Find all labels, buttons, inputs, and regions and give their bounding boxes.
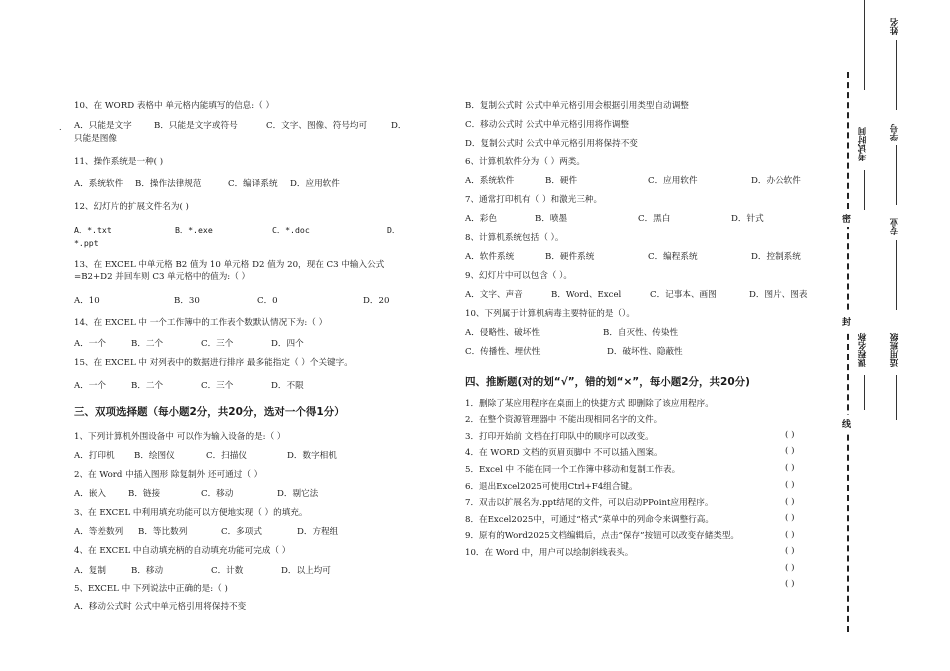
double-choice-3: 3、在 EXCEL 中利用填充功能可以方便地实现（ ）的填充。 (74, 508, 308, 518)
option-d: D．控制系统 (751, 252, 801, 262)
answer-blank[interactable]: ( ) (785, 546, 795, 556)
option-d: D．不限 (271, 381, 304, 391)
answer-blank[interactable]: ( ) (785, 446, 795, 456)
option-c: C．记事本、画图 (650, 290, 717, 300)
option-c: C．编译系统 (228, 179, 278, 189)
judgment-4: 4．在 WORD 文档的页眉页脚中 不可以插入图案。 (465, 448, 663, 458)
option-d: D． (391, 121, 407, 131)
answer-blank[interactable]: ( ) (785, 463, 795, 473)
double-choice-5: 5、EXCEL 中 下列说法中正确的是:（ ) (74, 584, 228, 594)
option-d: D．应用软件 (290, 179, 340, 189)
border-line (864, 0, 865, 90)
option-a: A．*.txt (74, 225, 112, 235)
question-15: 15、在 EXCEL 中 对列表中的数据进行排序 最多能指定（ ）个关键字。 (74, 358, 353, 368)
option-b: B．只能是文字或符号 (154, 121, 238, 131)
option-c: C．传播性、埋伏性 (465, 347, 541, 357)
double-choice-5-option-c: C．移动公式时 公式中单元格引用将作调整 (465, 120, 629, 130)
option-b: B．二个 (131, 381, 164, 391)
double-choice-5-option-a: A．移动公式时 公式中单元格引用将保持不变 (74, 602, 247, 612)
option-d: D．数字相机 (287, 451, 337, 461)
option-b: B．*.exe (175, 225, 213, 235)
option-a: A．系统软件 (465, 176, 515, 186)
section-4-heading: 四、推断题(对的划“√”，错的划“×”，每小题2分，共20分) (465, 376, 750, 388)
question-10: 10、在 WORD 表格中 单元格内能填写的信息:（ ） (74, 101, 275, 111)
option-a: A．复制 (74, 566, 106, 576)
double-choice-5-option-d: D．复制公式时 公式中单元格引用将保持不变 (465, 139, 638, 149)
option-b: B．硬件 (545, 176, 578, 186)
option-d: D．四个 (271, 339, 304, 349)
option-b: B．移动 (131, 566, 164, 576)
option-a: A．一个 (74, 381, 106, 391)
class-label: 适用班级 (890, 333, 900, 367)
option-a: A．等差数列 (74, 527, 124, 537)
option-a: A．软件系统 (465, 252, 515, 262)
double-choice-8: 8、计算机系统包括（ ）。 (465, 233, 564, 243)
option-b: B．等比数列 (138, 527, 188, 537)
judgment-3: 3．打印开始前 文档在打印队中的顺序可以改变。 (465, 432, 654, 442)
option-d: D．20 (363, 296, 390, 306)
option-a: A．一个 (74, 339, 106, 349)
option-b: B．链接 (128, 489, 161, 499)
question-13-line2: =B2+D2 并回车则 C3 单元格中的值为:（ ） (74, 272, 251, 282)
option-d: D．方程组 (297, 527, 339, 537)
answer-blank[interactable]: ( ) (785, 430, 795, 440)
option-c: C．三个 (201, 381, 234, 391)
answer-blank[interactable]: ( ) (785, 513, 795, 523)
option-c: C．多项式 (221, 527, 262, 537)
answer-blank[interactable]: ( ) (785, 579, 795, 589)
judgment-7: 7．双击以扩展名为.ppt结尾的文件，可以启动PPoint应用程序。 (465, 498, 714, 508)
question-12: 12、幻灯片的扩展文件名为( ) (74, 202, 189, 212)
double-choice-7: 7、通常打印机有（ ）和激光三种。 (465, 195, 603, 205)
option-a: A．彩色 (465, 214, 497, 224)
option-b: B．二个 (131, 339, 164, 349)
answer-blank[interactable]: ( ) (785, 497, 795, 507)
exam-time-label: 考试时间 (858, 127, 868, 161)
option-c: C．应用软件 (648, 176, 698, 186)
option-c: C．计数 (211, 566, 244, 576)
double-choice-4: 4、在 EXCEL 中自动填充柄的自动填充功能可完成（ ） (74, 546, 291, 556)
answer-blank[interactable]: ( ) (785, 480, 795, 490)
option-d: D． (387, 225, 401, 235)
option-c: C．编程系统 (648, 252, 698, 262)
double-choice-1: 1、下列计算机外围设备中 可以作为输入设备的是:（ ） (74, 432, 286, 442)
question-12-option-d-cont: *.ppt (74, 238, 99, 248)
option-c: C．0 (257, 296, 278, 306)
double-choice-9: 9、幻灯片中可以包含（ ）。 (465, 271, 573, 281)
option-c: C．三个 (201, 339, 234, 349)
option-a: A．只能是文字 (74, 121, 132, 131)
student-no-fill-line (896, 145, 897, 205)
option-b: B．绘图仪 (134, 451, 175, 461)
bullet-dot: . (59, 123, 62, 132)
option-b: B．操作法律规范 (135, 179, 202, 189)
name-fill-line (896, 40, 897, 110)
option-a: A．10 (74, 296, 100, 306)
judgment-2: 2．在整个资源管理器中 不能出现相同名字的文件。 (465, 415, 663, 425)
option-c: C．文字、图像、符号均可 (266, 121, 368, 131)
option-c: C．*.doc (272, 225, 310, 235)
question-10-option-d-cont: 只能是图像 (74, 134, 117, 144)
judgment-1: 1．删除了某应用程序在桌面上的快捷方式 即删除了该应用程序。 (465, 399, 714, 409)
option-b: B．硬件系统 (545, 252, 595, 262)
course-fill-line (864, 375, 865, 410)
judgment-8: 8．在Excel2025中，可通过“格式”菜单中的列命令来调整行高。 (465, 515, 714, 525)
answer-blank[interactable]: ( ) (785, 530, 795, 540)
option-b: B．自灭性、传染性 (603, 328, 679, 338)
question-13-line1: 13、在 EXCEL 中单元格 B2 值为 10 单元格 D2 值为 20，现在 C3 中输入公式 (74, 260, 385, 270)
course-label: 课程名称 (858, 333, 868, 367)
option-d: D．破坏性、隐蔽性 (607, 347, 683, 357)
exam-time-fill-line (864, 170, 865, 210)
option-b: B．Word、Excel (551, 290, 622, 300)
student-no-label: 学号 (890, 124, 900, 141)
option-b: B．喷墨 (535, 214, 568, 224)
option-a: A．打印机 (74, 451, 115, 461)
option-d: D．针式 (731, 214, 764, 224)
option-c: C．移动 (201, 489, 234, 499)
option-b: B．30 (174, 296, 200, 306)
question-11: 11、操作系统是一种( ) (74, 157, 164, 167)
judgment-10: 10．在 Word 中，用户可以绘制斜线表头。 (465, 548, 634, 558)
option-d: D．以上均可 (281, 566, 331, 576)
major-fill-line (896, 240, 897, 310)
answer-blank[interactable]: ( ) (785, 563, 795, 573)
name-label: 姓名 (890, 18, 900, 35)
class-fill-line (896, 375, 897, 420)
option-c: C．扫描仪 (206, 451, 247, 461)
option-a: A．系统软件 (74, 179, 124, 189)
option-a: A．嵌入 (74, 489, 106, 499)
seal-xian: 线 (842, 415, 851, 432)
double-choice-6: 6、计算机软件分为（ ）两类。 (465, 157, 585, 167)
judgment-5: 5．Excel 中 不能在同一个工作簿中移动和复制工作表。 (465, 465, 681, 475)
judgment-6: 6．退出Excel2025可使用Ctrl+F4组合键。 (465, 482, 638, 492)
option-c: C．黑白 (638, 214, 671, 224)
option-d: D．剔它法 (277, 489, 319, 499)
seal-feng: 封 (842, 313, 851, 330)
double-choice-5-option-b: B．复制公式时 公式中单元格引用会根据引用类型自动调整 (465, 101, 689, 111)
judgment-9: 9．原有的Word2025文档编辑后，点击“保存”按钮可以改变存储类型。 (465, 531, 740, 541)
option-d: D．图片、图表 (749, 290, 808, 300)
option-a: A．文字、声音 (465, 290, 523, 300)
major-label: 专业 (890, 218, 900, 235)
seal-mi: 密 (842, 210, 851, 227)
double-choice-2: 2、在 Word 中插入图形 除复制外 还可通过（ ） (74, 470, 263, 480)
double-choice-10: 10、下列属于计算机病毒主要特征的是（）。 (465, 309, 635, 319)
option-d: D．办公软件 (751, 176, 801, 186)
question-14: 14、在 EXCEL 中 一个工作簿中的工作表个数默认情况下为:（ ） (74, 318, 328, 328)
section-3-heading: 三、双项选择题（每小题2分，共20分，选对一个得1分） (74, 406, 345, 418)
seal-dashed-line (847, 72, 849, 632)
option-a: A．侵略性、破坏性 (465, 328, 540, 338)
